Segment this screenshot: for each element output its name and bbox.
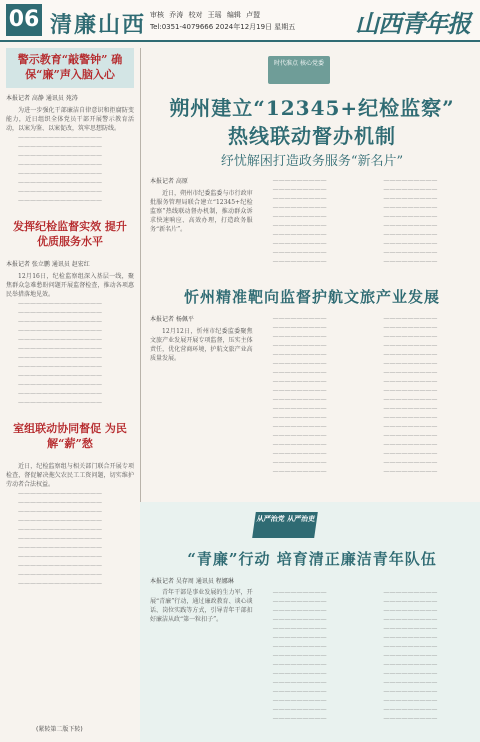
article2-text: 12月12日，忻州市纪委监委聚焦文旅产业发展开展专项监督，压实主体责任，优化营商环境，护航文旅产业高质量发展。 — [150, 328, 253, 362]
article2-title: 发挥纪检监督实效 提升优质服务水平 — [13, 219, 127, 248]
article3-filler: —————————————— —————————————— —————————————— —————————————— —————————————— —————————————— —————————————— —————————————— —————————————— —————————————— —————————————— — [18, 490, 102, 588]
left-column — [6, 48, 134, 588]
feature-body — [150, 176, 474, 266]
article1-filler: —————————————— —————————————— —————————————— —————————————— —————————————— —————————————— —————————————— —————————————— — [18, 133, 102, 204]
feature-text: 近日，朔州市纪委监委与市行政审批服务管理局联合建立“12345+纪检监察”热线联动督办机制，推动群众诉求快速响应、高效办理，打造政务服务“新名片”。 — [150, 190, 253, 233]
feature-byline: 本报记者 高原 — [150, 178, 188, 185]
masthead-logo: 山西青年报 — [355, 9, 470, 38]
feature-col3: ————————— ————————— ————————— ————————— ————————— ————————— ————————— ————————— ————————— ————————— — [383, 177, 438, 265]
article2-body: 12月16日，纪检监察组深入基层一线，聚焦群众急难愁盼问题开展监督检查，推动各项惠民举措落地见效。 — [6, 273, 134, 299]
editor-credits: 审核 乔涛 校对 王瑶 编辑 卢盟 — [150, 11, 261, 19]
feature-subtitle: 纾忧解困打造政务服务“新名片” — [220, 154, 404, 169]
article2-byline: 本报记者 张立鹏 通讯员 赵宏红 — [6, 261, 90, 269]
bottom-byline: 本报记者 吴存周 通讯员 程娜琳 — [150, 578, 234, 585]
article1-body: 为进一步强化干部廉洁自律意识和拒腐防变能力，近日组织全体党员干部开展警示教育活动，以案为鉴、以案促改，筑牢思想防线。 — [6, 106, 134, 132]
article3-title: 室组联动协同督促 为民解“薪”愁 — [13, 422, 127, 451]
continued-note: (紧转第二版下转) — [36, 726, 83, 733]
feature-headline-2: 热线联动督办机制 — [228, 124, 396, 148]
article1-byline: 本报记者 高静 通讯员 苑涛 — [6, 94, 78, 102]
article-headline-xinzhou: 忻州精准靶向监督护航文旅产业发展 — [183, 288, 440, 306]
section-title: 清廉山西 — [50, 12, 147, 38]
bottom-badge: 从严治党 从严治吏 — [252, 512, 318, 538]
page-number: 06 — [6, 4, 42, 36]
article2-col2: ————————— ————————— ————————— ————————— ————————— ————————— ————————— ————————— ————————— ————————— ————————— ————————— ————————— ————————— ————————— ————————— ————————— ————————— — [272, 315, 327, 475]
feature-col2: ————————— ————————— ————————— ————————— ————————— ————————— ————————— ————————— ————————— ————————— — [272, 177, 327, 265]
article2-byline-main: 本报记者 杨佩平 — [150, 316, 194, 323]
bottom-headline: “青廉”行动 培育清正廉洁青年队伍 — [187, 550, 437, 568]
bottom-col3: ————————— ————————— ————————— ————————— ————————— ————————— ————————— ————————— ————————— ————————— ————————— ————————— ————————— ————————— ————————— — [383, 589, 438, 722]
date-line: Tel:0351-4079666 2024年12月19日 星期五 — [150, 23, 296, 31]
bottom-text: 青年干部是事业发展的生力军，开展“青廉”行动，通过廉政教育、谈心谈话、岗位实践等方式，引导青年干部扣好廉洁从政“第一粒扣子”。 — [150, 589, 253, 623]
page-header — [0, 0, 480, 42]
bottom-body — [150, 588, 474, 723]
bottom-col2: ————————— ————————— ————————— ————————— ————————— ————————— ————————— ————————— ————————— ————————— ————————— ————————— ————————— ————————— ————————— — [272, 589, 327, 722]
article2-filler: —————————————— —————————————— —————————————— —————————————— —————————————— —————————————— —————————————— —————————————— —————————————— —————————————— —————————————— —————————————— — [18, 300, 102, 407]
article3-body: 近日，纪检监察组与相关部门联合开展专项检查，督促解决拖欠农民工工资问题，切实维护劳动者合法权益。 — [6, 463, 134, 489]
feature-headline-1: 朔州建立“12345+纪检监察” — [169, 96, 455, 120]
article2-body — [150, 314, 474, 476]
feature-badge: 时代准点 核心党委 — [268, 56, 330, 84]
article1-title: 警示教育“敲警钟” 确保“廉”声入脑入心 — [6, 48, 134, 88]
article2-col3: ————————— ————————— ————————— ————————— ————————— ————————— ————————— ————————— ————————— ————————— ————————— ————————— ————————— ————————— ————————— ————————— ————————— ————————— — [383, 315, 438, 475]
